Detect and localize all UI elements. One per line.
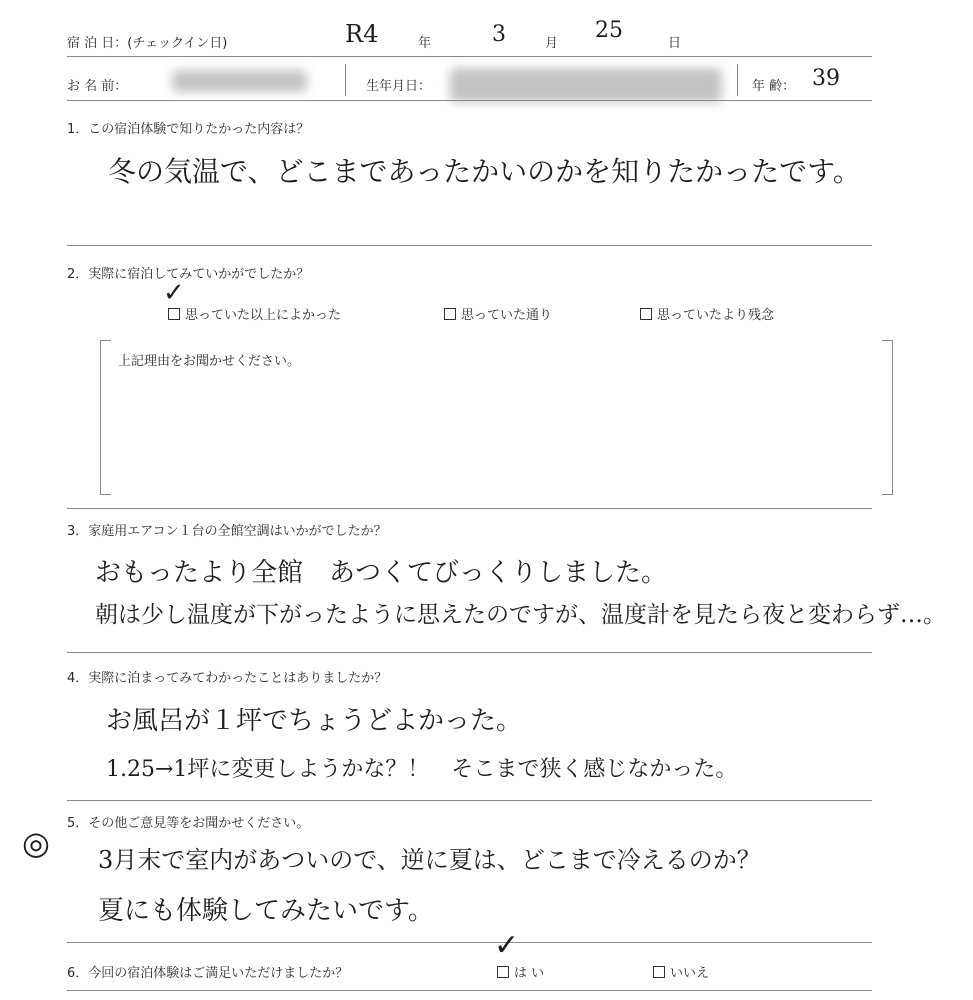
q5-answer-line1: 3月末で室内があついので、逆に夏は、どこまで冷えるのか？ [98,846,761,874]
reason-box-left-bracket [100,340,111,495]
q3-question: 3．家庭用エアコン１台の全館空調はいかがでしたか？ [67,524,387,539]
q2-option-2[interactable] [444,304,552,323]
q3-answer-line1: おもったより全館 あつくてびっくりしました。 [95,558,668,588]
q6-option-no-checkbox[interactable] [653,966,665,978]
birthdate-label: 生年月日： [366,79,432,94]
reason-box-right-bracket [882,340,893,495]
checkin-day-value: 25 [595,18,623,43]
q2-option-2-label: 思っていた通り [461,308,553,323]
redacted-name [172,70,307,92]
q2-option-1-label: 思っていた以上によかった [185,308,342,323]
age-label: 年 齢： [752,79,796,94]
checkin-year-value: R4 [345,20,379,48]
age-value: 39 [812,66,840,91]
q4-answer-line2: 1.25→1坪に変更しようかな？！ そこまで狭く感じなかった。 [106,757,738,782]
q2-option-3-label: 思っていたより残念 [657,308,775,323]
q4-question: 4．実際に泊まってみてわかったことはありましたか？ [67,671,388,686]
q2-option-3-checkbox[interactable] [640,308,652,320]
q6-check-mark: ✓ [494,928,520,963]
q2-option-1-checkbox[interactable] [168,308,180,320]
q2-option-3[interactable] [640,304,774,323]
day-unit: 日 [668,36,682,51]
q1-question: 1．この宿泊体験で知りたかった内容は？ [67,122,310,137]
q3-answer-line2: 朝は少し温度が下がったように思えたのですが、温度計を見たら夜と変わらず…。 [95,602,946,628]
q5-circle-mark: ◎ [22,824,50,862]
q2-option-2-checkbox[interactable] [444,308,456,320]
redacted-birthdate [450,68,722,102]
checkin-label: 宿 泊 日：(チェックイン日) [67,36,228,51]
q2-check-mark: ✓ [163,278,185,308]
q6-option-no-label: いいえ [670,966,710,981]
q6-option-yes-label: は い [514,966,545,981]
year-unit: 年 [418,36,432,51]
q5-question: 5．その他ご意見等をお聞かせください。 [67,816,310,831]
q6-question: 6．今回の宿泊体験はご満足いただけましたか？ [67,966,349,981]
q6-option-yes[interactable] [497,962,544,981]
q1-answer: 冬の気温で、どこまであったかいのかを知りたかったです。 [108,155,861,188]
month-unit: 月 [545,36,559,51]
q6-option-yes-checkbox[interactable] [497,966,509,978]
q6-option-no[interactable] [653,962,709,981]
name-label: お 名 前： [67,79,128,94]
q2-reason-label: 上記理由をお聞かせください。 [118,354,301,369]
q4-answer-line1: お風呂が１坪でちょうどよかった。 [106,706,523,736]
q2-question: 2．実際に宿泊してみていかがでしたか？ [67,267,310,282]
checkin-month-value: 3 [492,22,506,47]
q5-answer-line2: 夏にも体験してみたいです。 [98,896,434,926]
q2-option-1[interactable] [168,304,341,323]
